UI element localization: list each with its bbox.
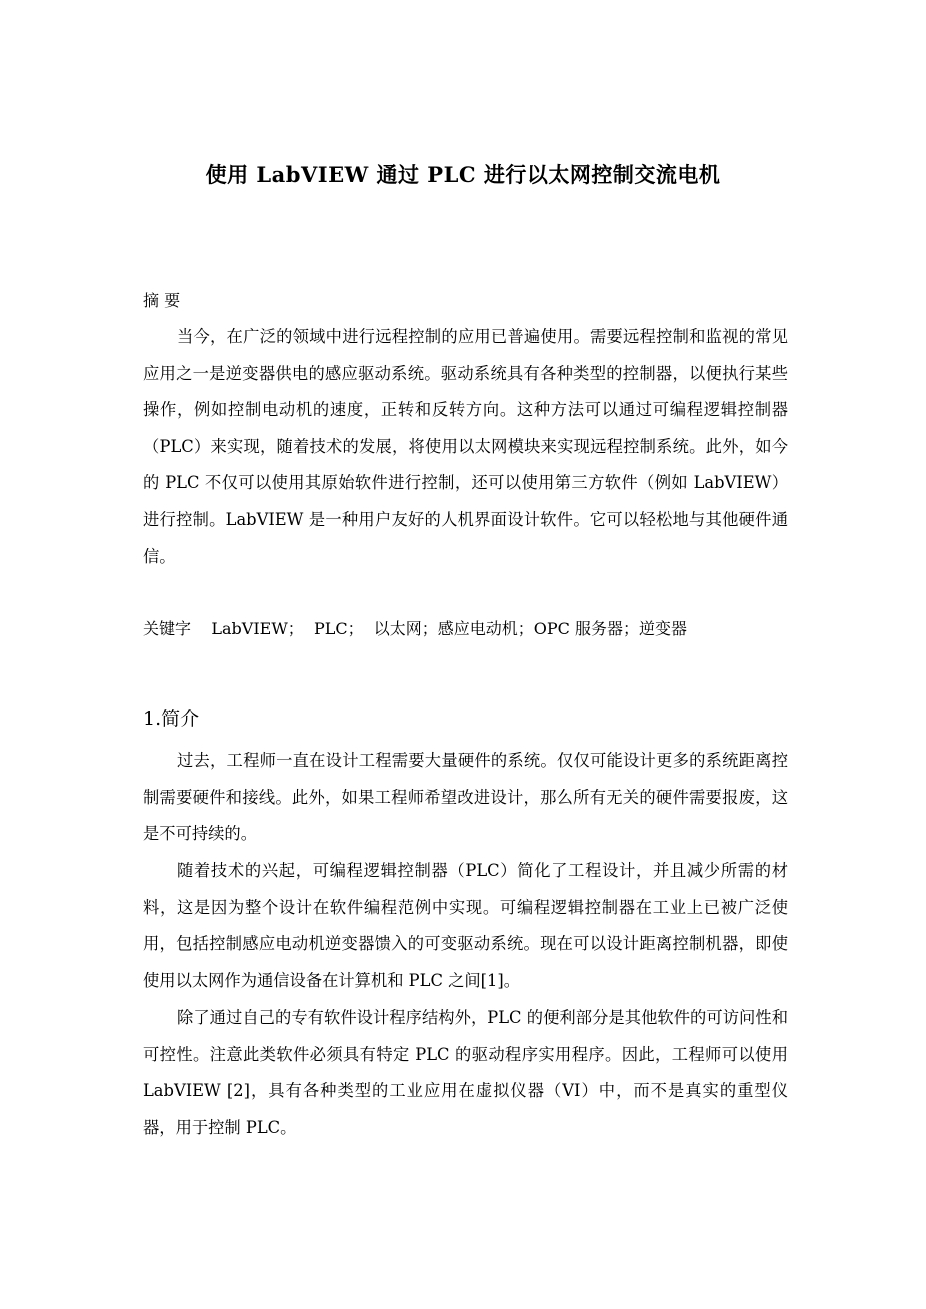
abstract-heading: 摘 要 <box>143 291 181 310</box>
section-1-heading: 1.简介 <box>143 708 200 730</box>
keywords-line <box>143 617 843 641</box>
section-1-paragraph-1: 过去，工程师一直在设计工程需要大量硬件的系统。仅仅可能设计更多的系统距离控制需要硬件和接线。此外，如果工程师希望改进设计，那么所有无关的硬件需要报废，这是不可持续的。 <box>143 751 788 844</box>
keywords-label: 关键字 <box>143 619 192 638</box>
abstract-body: 当今，在广泛的领域中进行远程控制的应用已普遍使用。需要远程控制和监视的常见应用之一是逆变器供电的感应驱动系统。驱动系统具有各种类型的控制器，以便执行某些操作，例如控制电动机的速度，正转和反转方向。这种方法可以通过可编程逻辑控制器（PLC）来实现，随着技术的发展，将使用以太网模块来实现远程控制系统。此外，如今的 PLC 不仅可以使用其原始软件进行控制，还可以使用第三方软件（例如 LabVIEW）进行控制。LabVIEW 是一种用户友好的人机界面设计软件。它可以轻松地与其他硬件通信。 <box>143 327 788 566</box>
section-1-paragraph-2: 随着技术的兴起，可编程逻辑控制器（PLC）简化了工程设计，并且减少所需的材料，这是因为整个设计在软件编程范例中实现。可编程逻辑控制器在工业上已被广泛使用，包括控制感应电动机逆变器馈入的可变驱动系统。现在可以设计距离控制机器，即使使用以太网作为通信设备在计算机和 PLC 之间[1]。 <box>143 861 788 990</box>
paper-title: 使用 LabVIEW 通过 PLC 进行以太网控制交流电机 <box>205 162 721 187</box>
section-1-paragraph-3: 除了通过自己的专有软件设计程序结构外，PLC 的便利部分是其他软件的可访问性和可控性。注意此类软件必须具有特定 PLC 的驱动程序实用程序。因此，工程师可以使用 LabVIEW [2]，具有各种类型的工业应用在虚拟仪器（VI）中，而不是真实的重型仪器，用于控制 PLC。 <box>143 1008 788 1137</box>
keywords-text: LabVIEW； PLC； 以太网；感应电动机；OPC 服务器；逆变器 <box>211 619 687 638</box>
